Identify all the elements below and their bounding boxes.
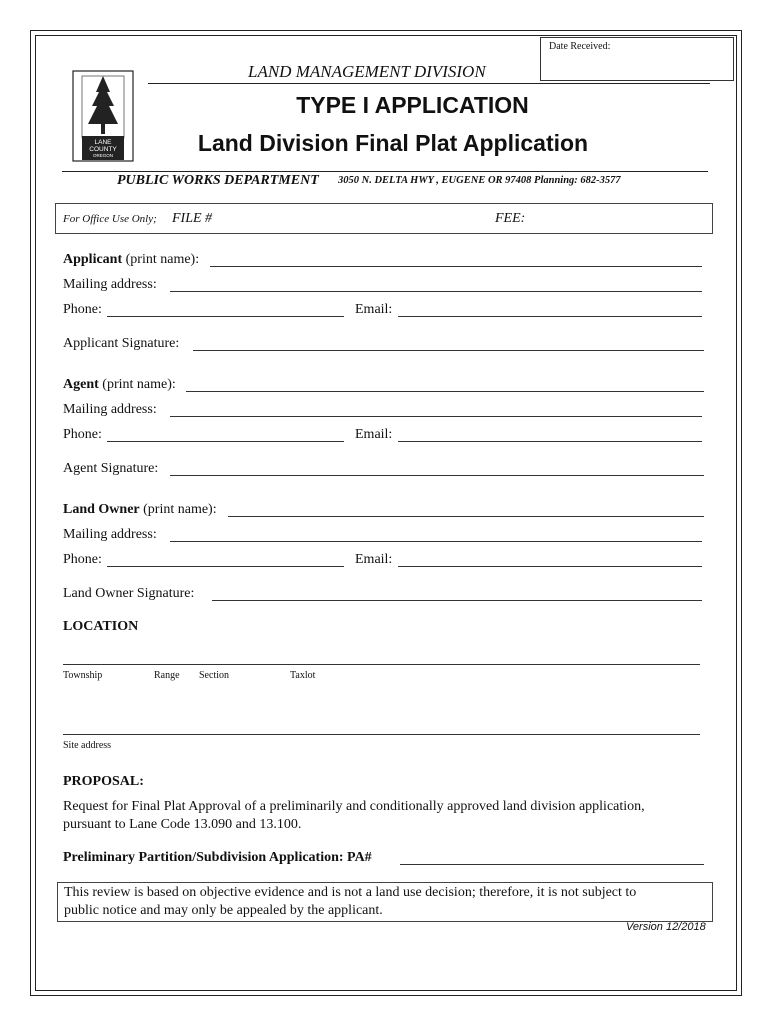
proposal-heading: PROPOSAL: bbox=[63, 774, 144, 789]
owner-mailing-field[interactable] bbox=[170, 541, 702, 542]
agent-name-label: Agent (print name): bbox=[63, 377, 176, 392]
owner-email-field[interactable] bbox=[398, 566, 702, 567]
date-received-box[interactable] bbox=[540, 37, 734, 81]
site-address-label: Site address bbox=[63, 740, 112, 751]
applicant-signature-label: Applicant Signature: bbox=[63, 336, 180, 351]
agent-email-field[interactable] bbox=[398, 441, 702, 442]
owner-email-label: Email: bbox=[355, 552, 393, 567]
svg-text:OREGON: OREGON bbox=[92, 153, 114, 158]
applicant-name-field[interactable] bbox=[210, 266, 702, 267]
form-title: Land Division Final Plat Application bbox=[197, 130, 589, 156]
agent-phone-label: Phone: bbox=[63, 427, 102, 442]
version-label: Version 12/2018 bbox=[626, 921, 706, 933]
agent-mailing-label: Mailing address: bbox=[63, 402, 157, 417]
range-label: Range bbox=[154, 670, 180, 681]
svg-text:COUNTY: COUNTY bbox=[89, 146, 117, 153]
svg-text:LANE: LANE bbox=[94, 139, 112, 146]
agent-mailing-field[interactable] bbox=[170, 416, 702, 417]
applicant-mailing-label: Mailing address: bbox=[63, 277, 157, 292]
agent-signature-field[interactable] bbox=[170, 475, 704, 476]
header-rule-bottom bbox=[62, 171, 708, 172]
notice-text-line2: public notice and may only be appealed by the applicant. bbox=[64, 903, 383, 918]
department-name: PUBLIC WORKS DEPARTMENT bbox=[117, 173, 319, 188]
pa-number-field[interactable] bbox=[400, 864, 704, 865]
notice-text-line1: This review is based on objective evidence and is not a land use decision; therefore, it is not subject to bbox=[64, 885, 637, 900]
notice-text bbox=[64, 884, 714, 920]
division-title: LAND MANAGEMENT DIVISION bbox=[248, 62, 486, 81]
owner-phone-label: Phone: bbox=[63, 552, 102, 567]
proposal-text-line2: pursuant to Lane Code 13.090 and 13.100. bbox=[63, 817, 302, 832]
location-field[interactable] bbox=[63, 664, 700, 665]
header-rule-top bbox=[148, 83, 710, 84]
taxlot-label: Taxlot bbox=[290, 670, 316, 681]
agent-name-field[interactable] bbox=[186, 391, 704, 392]
applicant-email-field[interactable] bbox=[398, 316, 702, 317]
owner-name-label: Land Owner (print name): bbox=[63, 502, 217, 517]
township-label: Township bbox=[63, 670, 103, 681]
agent-email-label: Email: bbox=[355, 427, 393, 442]
agent-phone-field[interactable] bbox=[107, 441, 344, 442]
preliminary-application-label: Preliminary Partition/Subdivision Application: PA# bbox=[63, 850, 372, 865]
department-address: 3050 N. DELTA HWY , EUGENE OR 97408 Planning: 682-3577 bbox=[338, 175, 621, 186]
applicant-phone-label: Phone: bbox=[63, 302, 102, 317]
owner-signature-label: Land Owner Signature: bbox=[63, 586, 195, 601]
applicant-signature-field[interactable] bbox=[193, 350, 704, 351]
owner-signature-field[interactable] bbox=[212, 600, 702, 601]
office-use-label: For Office Use Only; bbox=[63, 213, 157, 225]
applicant-phone-field[interactable] bbox=[107, 316, 344, 317]
applicant-mailing-field[interactable] bbox=[170, 291, 702, 292]
site-address-field[interactable] bbox=[63, 734, 700, 735]
fee-label: FEE: bbox=[495, 211, 526, 226]
date-received-label: Date Received: bbox=[549, 41, 611, 52]
form-type-title: TYPE I APPLICATION bbox=[296, 92, 529, 118]
applicant-email-label: Email: bbox=[355, 302, 393, 317]
section-label: Section bbox=[199, 670, 229, 681]
proposal-text-line1: Request for Final Plat Approval of a preliminarily and conditionally approved land division application, bbox=[63, 799, 645, 814]
owner-name-field[interactable] bbox=[228, 516, 704, 517]
location-heading: LOCATION bbox=[63, 619, 139, 634]
owner-mailing-label: Mailing address: bbox=[63, 527, 157, 542]
file-number-label: FILE # bbox=[172, 211, 213, 226]
owner-phone-field[interactable] bbox=[107, 566, 344, 567]
applicant-name-label: Applicant (print name): bbox=[63, 252, 200, 267]
agent-signature-label: Agent Signature: bbox=[63, 461, 159, 476]
